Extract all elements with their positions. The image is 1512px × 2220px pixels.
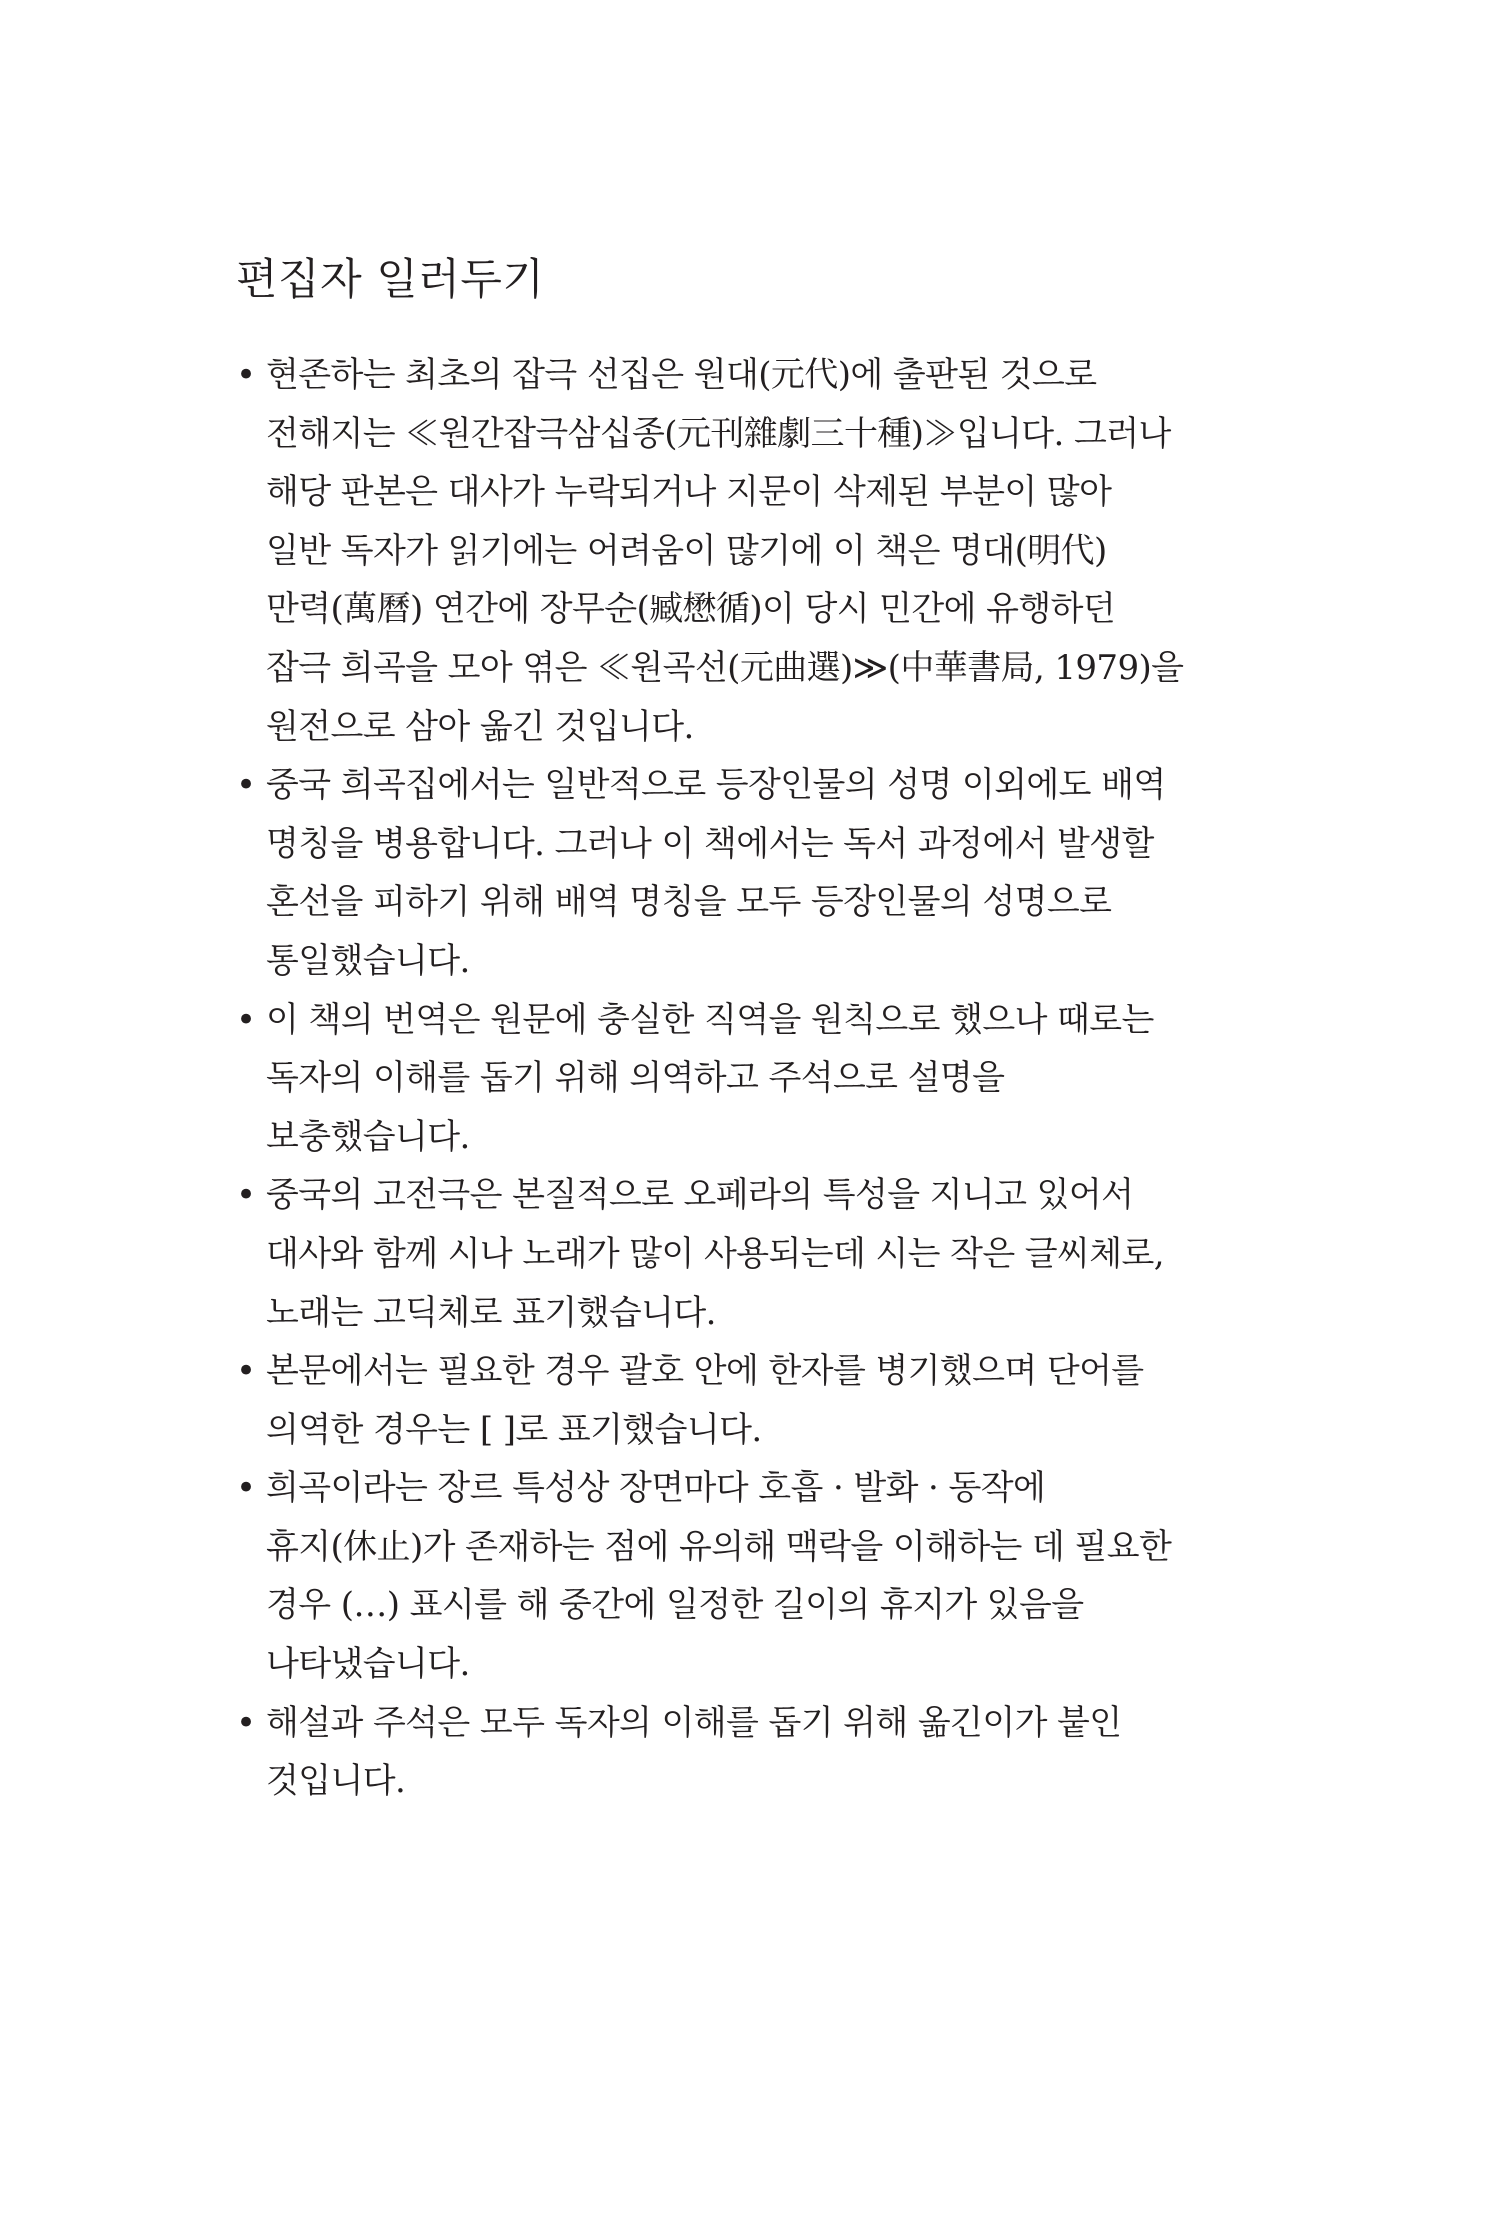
note-line: 원전으로 삼아 옮긴 것입니다.	[266, 706, 694, 747]
note-line: 해당 판본은 대사가 누락되거나 지문이 삭제된 부분이 많아	[266, 472, 1112, 513]
note-line: 휴지(休止)가 존재하는 점에 유의해 맥락을 이해하는 데 필요한	[266, 1526, 1172, 1567]
bullet-icon: •	[236, 1351, 256, 1392]
note-line: 해설과 주석은 모두 독자의 이해를 돕기 위해 옮긴이가 붙인	[266, 1702, 1122, 1743]
note-line: 이 책의 번역은 원문에 충실한 직역을 원칙으로 했으나 때로는	[266, 999, 1154, 1040]
note-line: 일반 독자가 읽기에는 어려움이 많기에 이 책은 명대(明代)	[266, 530, 1107, 571]
note-line: 것입니다.	[266, 1761, 406, 1802]
note-line: 독자의 이해를 돕기 위해 의역하고 주석으로 설명을	[266, 1058, 1005, 1099]
bullet-icon: •	[236, 765, 256, 806]
note-line: 만력(萬曆) 연간에 장무순(臧懋循)이 당시 민간에 유행하던	[266, 589, 1116, 630]
note-line: 전해지는 ≪원간잡극삼십종(元刊雜劇三十種)≫입니다. 그러나	[266, 413, 1171, 454]
bullet-icon: •	[236, 1702, 256, 1743]
note-line: 대사와 함께 시나 노래가 많이 사용되는데 시는 작은 글씨체로,	[266, 1233, 1164, 1274]
note-item	[236, 1166, 1236, 1342]
page-title: 편집자 일러두기	[236, 255, 545, 305]
note-line: 본문에서는 필요한 경우 괄호 안에 한자를 병기했으며 단어를	[266, 1351, 1144, 1392]
note-line: 명칭을 병용합니다. 그러나 이 책에서는 독서 과정에서 발생할	[266, 823, 1154, 864]
note-line: 보충했습니다.	[266, 1116, 470, 1157]
note-item	[236, 1459, 1236, 1693]
note-line: 중국 희곡집에서는 일반적으로 등장인물의 성명 이외에도 배역	[266, 765, 1166, 806]
bullet-icon: •	[236, 999, 256, 1040]
note-line: 잡극 희곡을 모아 엮은 ≪원곡선(元曲選)≫(中華書局, 1979)을	[266, 647, 1184, 688]
note-item	[236, 756, 1236, 990]
note-item	[236, 346, 1236, 756]
note-line: 나타냈습니다.	[266, 1644, 470, 1685]
note-line: 희곡이라는 장르 특성상 장면마다 호흡 · 발화 · 동작에	[266, 1468, 1046, 1509]
note-line: 노래는 고딕체로 표기했습니다.	[266, 1292, 716, 1333]
note-item	[236, 1342, 1236, 1459]
note-line: 혼선을 피하기 위해 배역 명칭을 모두 등장인물의 성명으로	[266, 882, 1112, 923]
note-item	[236, 1694, 1236, 1811]
bullet-icon: •	[236, 1468, 256, 1509]
note-item	[236, 991, 1236, 1167]
note-line: 의역한 경우는 [ ]로 표기했습니다.	[266, 1409, 762, 1450]
bullet-icon: •	[236, 355, 256, 395]
note-line: 통일했습니다.	[266, 940, 470, 981]
note-line: 경우 (…) 표시를 해 중간에 일정한 길이의 휴지가 있음을	[266, 1585, 1084, 1626]
editor-notes-list	[236, 346, 1236, 1811]
bullet-icon: •	[236, 1175, 256, 1216]
note-line: 현존하는 최초의 잡극 선집은 원대(元代)에 출판된 것으로	[266, 355, 1097, 395]
note-line: 중국의 고전극은 본질적으로 오페라의 특성을 지니고 있어서	[266, 1175, 1134, 1216]
